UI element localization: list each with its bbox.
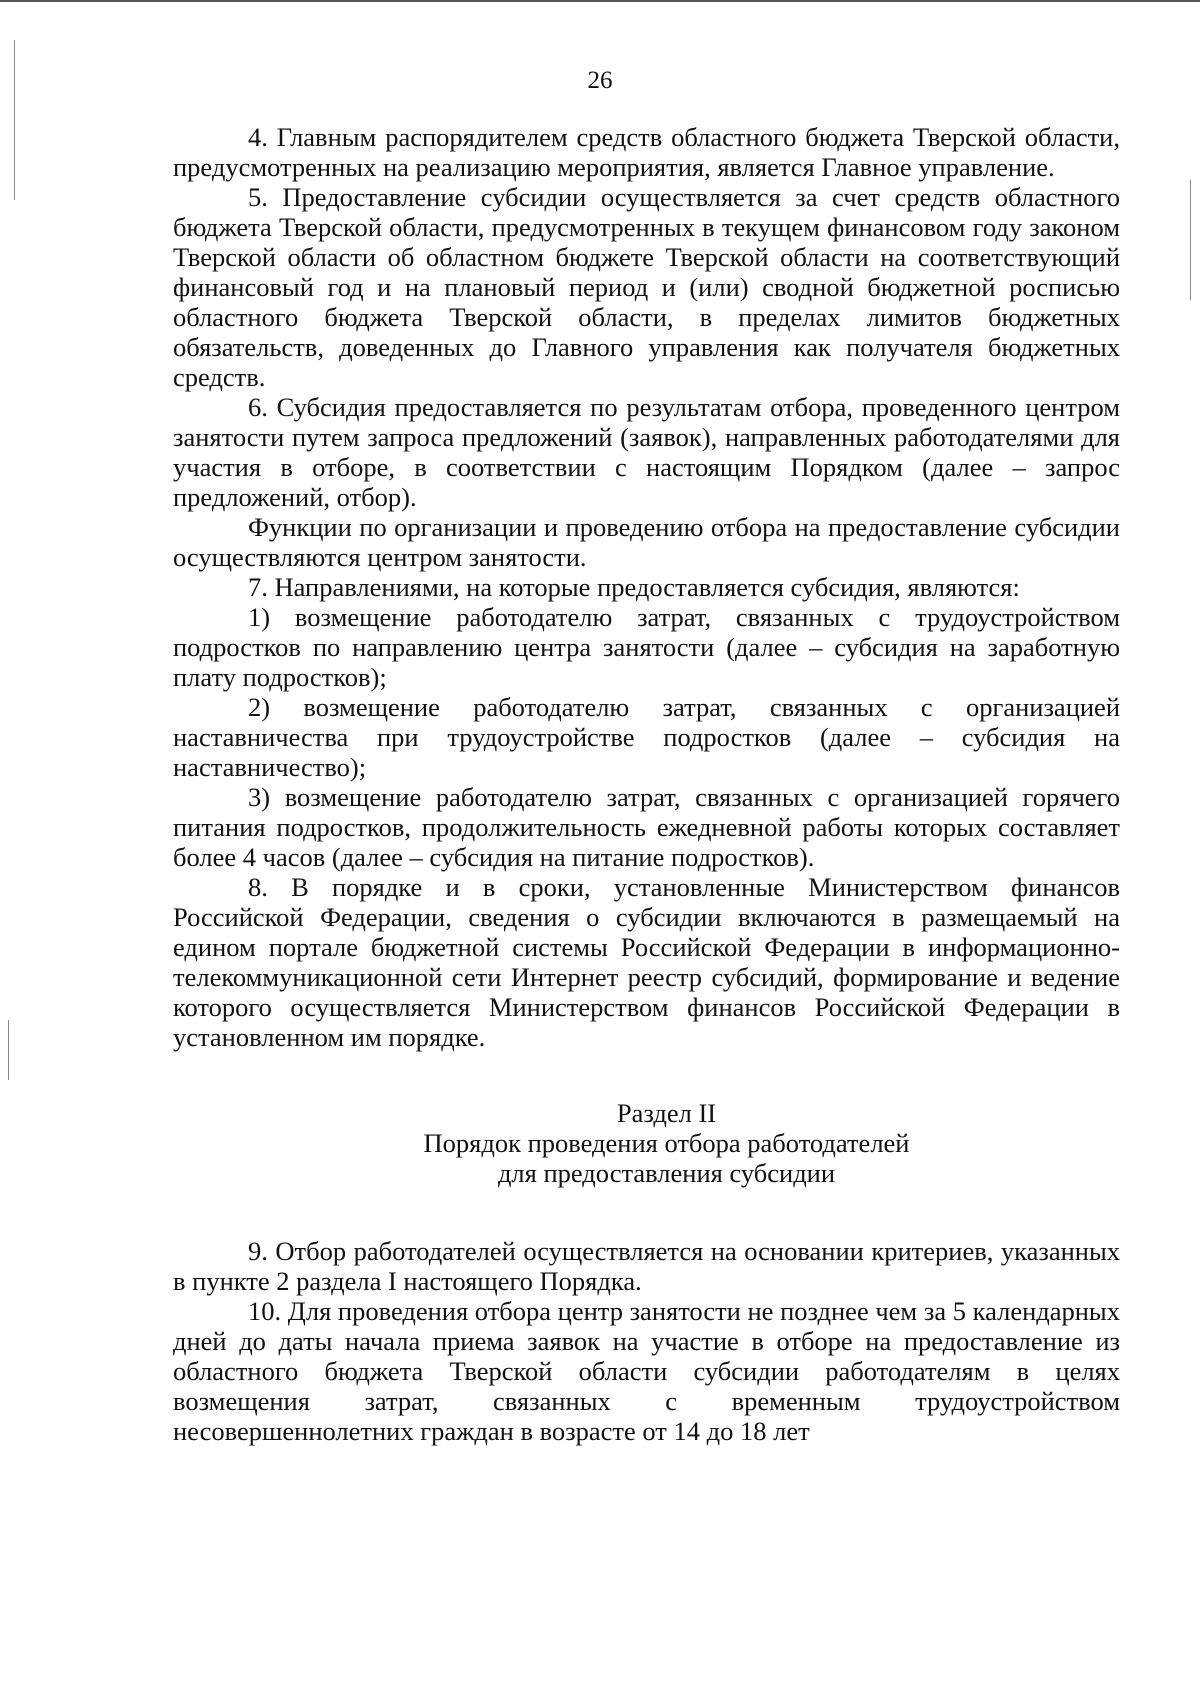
scan-top-edge — [0, 0, 1200, 2]
document-body — [173, 122, 1120, 1446]
paragraph-7-item-1: 1) возмещение работодателю затрат, связанных с трудоустройством подростков по направлению центра занятости (далее – субсидия на заработную плату подростков); — [173, 602, 1120, 692]
spacer — [173, 1052, 1120, 1098]
section-title-line-2: для предоставления субсидии — [497, 1158, 836, 1188]
page-number: 26 — [587, 67, 613, 94]
paragraph-10: 10. Для проведения отбора центр занятости не позднее чем за 5 календарных дней до даты начала приема заявок на участие в отборе на предоставление из областного бюджета Тверской области субсидии работодателям в целях возмещения затрат, связанных с временным трудоустройством несовершеннолетних граждан в возрасте от 14 до 18 лет — [173, 1296, 1120, 1446]
scan-margin-mark — [14, 40, 15, 200]
paragraph-8: 8. В порядке и в сроки, установленные Министерством финансов Российской Федерации, сведения о субсидии включаются в размещаемый на едином портале бюджетной системы Российской Федерации в информационно-телекоммуникационной сети Интернет реестр субсидий, формирование и ведение которого осуществляется Министерством финансов Российской Федерации в установленном им порядке. — [173, 872, 1120, 1052]
paragraph-7: 7. Направлениями, на которые предоставляется субсидия, являются: — [248, 572, 1020, 602]
paragraph-6: 6. Субсидия предоставляется по результатам отбора, проведенного центром занятости путем запроса предложений (заявок), направленных работодателями для участия в отборе, в соответствии с настоящим Порядком (далее – запрос предложений, отбор). — [173, 392, 1120, 512]
paragraph-7-item-2: 2) возмещение работодателю затрат, связанных с организацией наставничества при трудоустройстве подростков (далее – субсидия на наставничество); — [173, 692, 1120, 782]
section-title-line-1: Порядок проведения отбора работодателей — [423, 1128, 910, 1158]
paragraph-5: 5. Предоставление субсидии осуществляется за счет средств областного бюджета Тверской области, предусмотренных в текущем финансовом году законом Тверской области об областном бюджете Тверской области на соответствующий финансовый год и на плановый период и (или) сводной бюджетной росписью областного бюджета Тверской области, в пределах лимитов бюджетных обязательств, доведенных до Главного управления как получателя бюджетных средств. — [173, 182, 1120, 392]
scan-margin-mark — [1190, 180, 1191, 300]
paragraph-6-functions: Функции по организации и проведению отбора на предоставление субсидии осуществляются центром занятости. — [173, 512, 1120, 572]
scan-margin-mark — [8, 1020, 9, 1080]
paragraph-7-item-3: 3) возмещение работодателю затрат, связанных с организацией горячего питания подростков, продолжительность ежедневной работы которых составляет более 4 часов (далее – субсидия на питание подростков). — [173, 782, 1120, 872]
paragraph-9: 9. Отбор работодателей осуществляется на основании критериев, указанных в пункте 2 раздела I настоящего Порядка. — [173, 1236, 1120, 1296]
spacer — [173, 1188, 1120, 1236]
paragraph-4: 4. Главным распорядителем средств областного бюджета Тверской области, предусмотренных на реализацию мероприятия, является Главное управление. — [173, 122, 1120, 182]
section-number: Раздел II — [616, 1098, 717, 1128]
